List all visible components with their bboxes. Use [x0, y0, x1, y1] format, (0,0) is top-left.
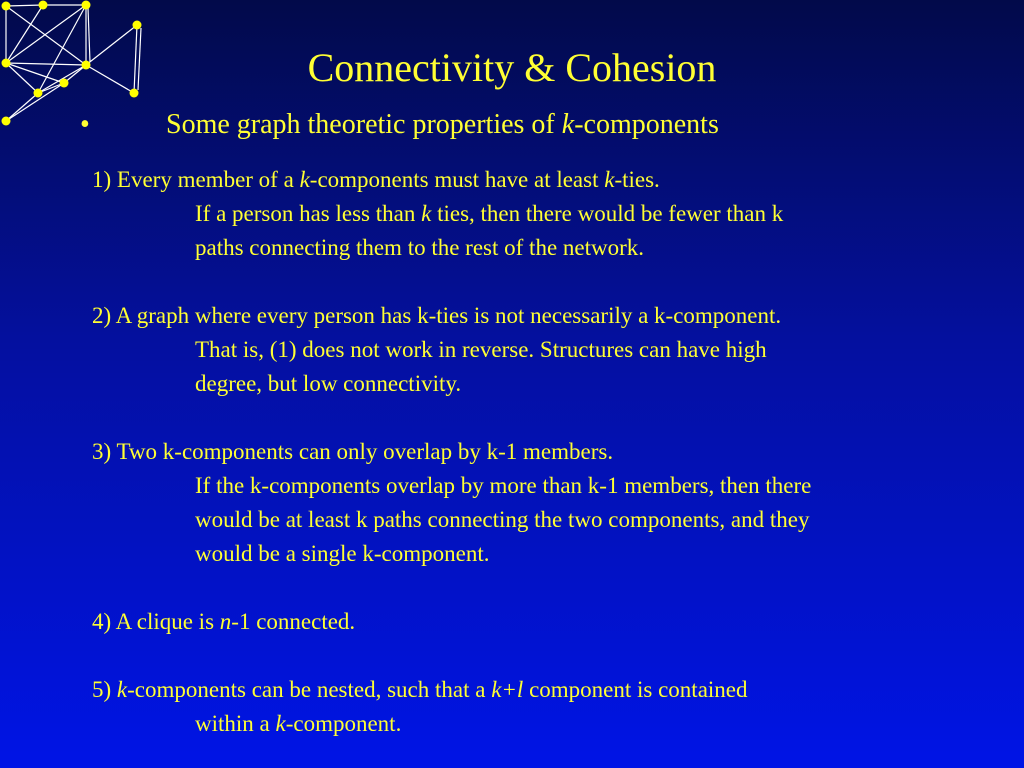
- italic-k: k: [604, 167, 615, 192]
- bullet-glyph: •: [80, 109, 90, 140]
- property-5-heading: [92, 673, 992, 707]
- property-1-heading: [92, 163, 992, 197]
- text-run: 1) Every member of a: [92, 167, 300, 192]
- property-4-heading: [92, 605, 992, 639]
- property-1-explanation-line: [92, 197, 992, 231]
- text-run: 5): [92, 677, 117, 702]
- italic-k: k: [116, 677, 128, 702]
- subtitle-text: Some graph theoretic properties of: [166, 109, 562, 140]
- text-run: 4) A clique is: [92, 609, 220, 634]
- property-2-heading: 2) A graph where every person has k-ties is not necessarily a k-component.: [92, 303, 782, 328]
- text-run: component is contained: [523, 677, 748, 702]
- property-4: [92, 605, 992, 639]
- text-run: If a person has less than: [195, 201, 422, 226]
- property-3-heading: 3) Two k-components can only overlap by k-1 members.: [92, 439, 614, 464]
- text-run: -component.: [285, 711, 402, 736]
- property-2: [92, 299, 992, 401]
- text-run: -ties.: [614, 167, 660, 192]
- property-3-explanation-line: If the k-components overlap by more than k-1 members, then there: [195, 473, 812, 498]
- property-2-explanation-line: degree, but low connectivity.: [195, 371, 462, 396]
- slide-subtitle: [80, 107, 719, 143]
- property-3-explanation-line: would be a single k-component.: [195, 541, 490, 566]
- property-5-explanation-line: [92, 707, 992, 741]
- italic-k-plus-l: k+l: [491, 677, 524, 702]
- italic-n: n: [219, 609, 232, 634]
- italic-k: k: [421, 201, 432, 226]
- property-3: [92, 435, 992, 571]
- text-run: within a: [195, 711, 276, 736]
- subtitle-k: k: [561, 109, 575, 140]
- subtitle-suffix: -components: [574, 109, 719, 140]
- italic-k: k: [275, 711, 286, 736]
- property-3-explanation-line: would be at least k paths connecting the two components, and they: [195, 507, 810, 532]
- italic-k: k: [299, 167, 310, 192]
- slide-title: Connectivity & Cohesion: [307, 45, 717, 90]
- property-2-explanation-line: That is, (1) does not work in reverse. Structures can have high: [195, 337, 767, 362]
- property-1-explanation-line: paths connecting them to the rest of the network.: [195, 235, 645, 260]
- property-list: [92, 163, 992, 741]
- property-1: [92, 163, 992, 265]
- text-run: -1 connected.: [231, 609, 356, 634]
- text-run: ties, then there would be fewer than k: [431, 201, 784, 226]
- property-5: [92, 673, 992, 741]
- text-run: -components can be nested, such that a: [127, 677, 492, 702]
- text-run: -components must have at least: [309, 167, 605, 192]
